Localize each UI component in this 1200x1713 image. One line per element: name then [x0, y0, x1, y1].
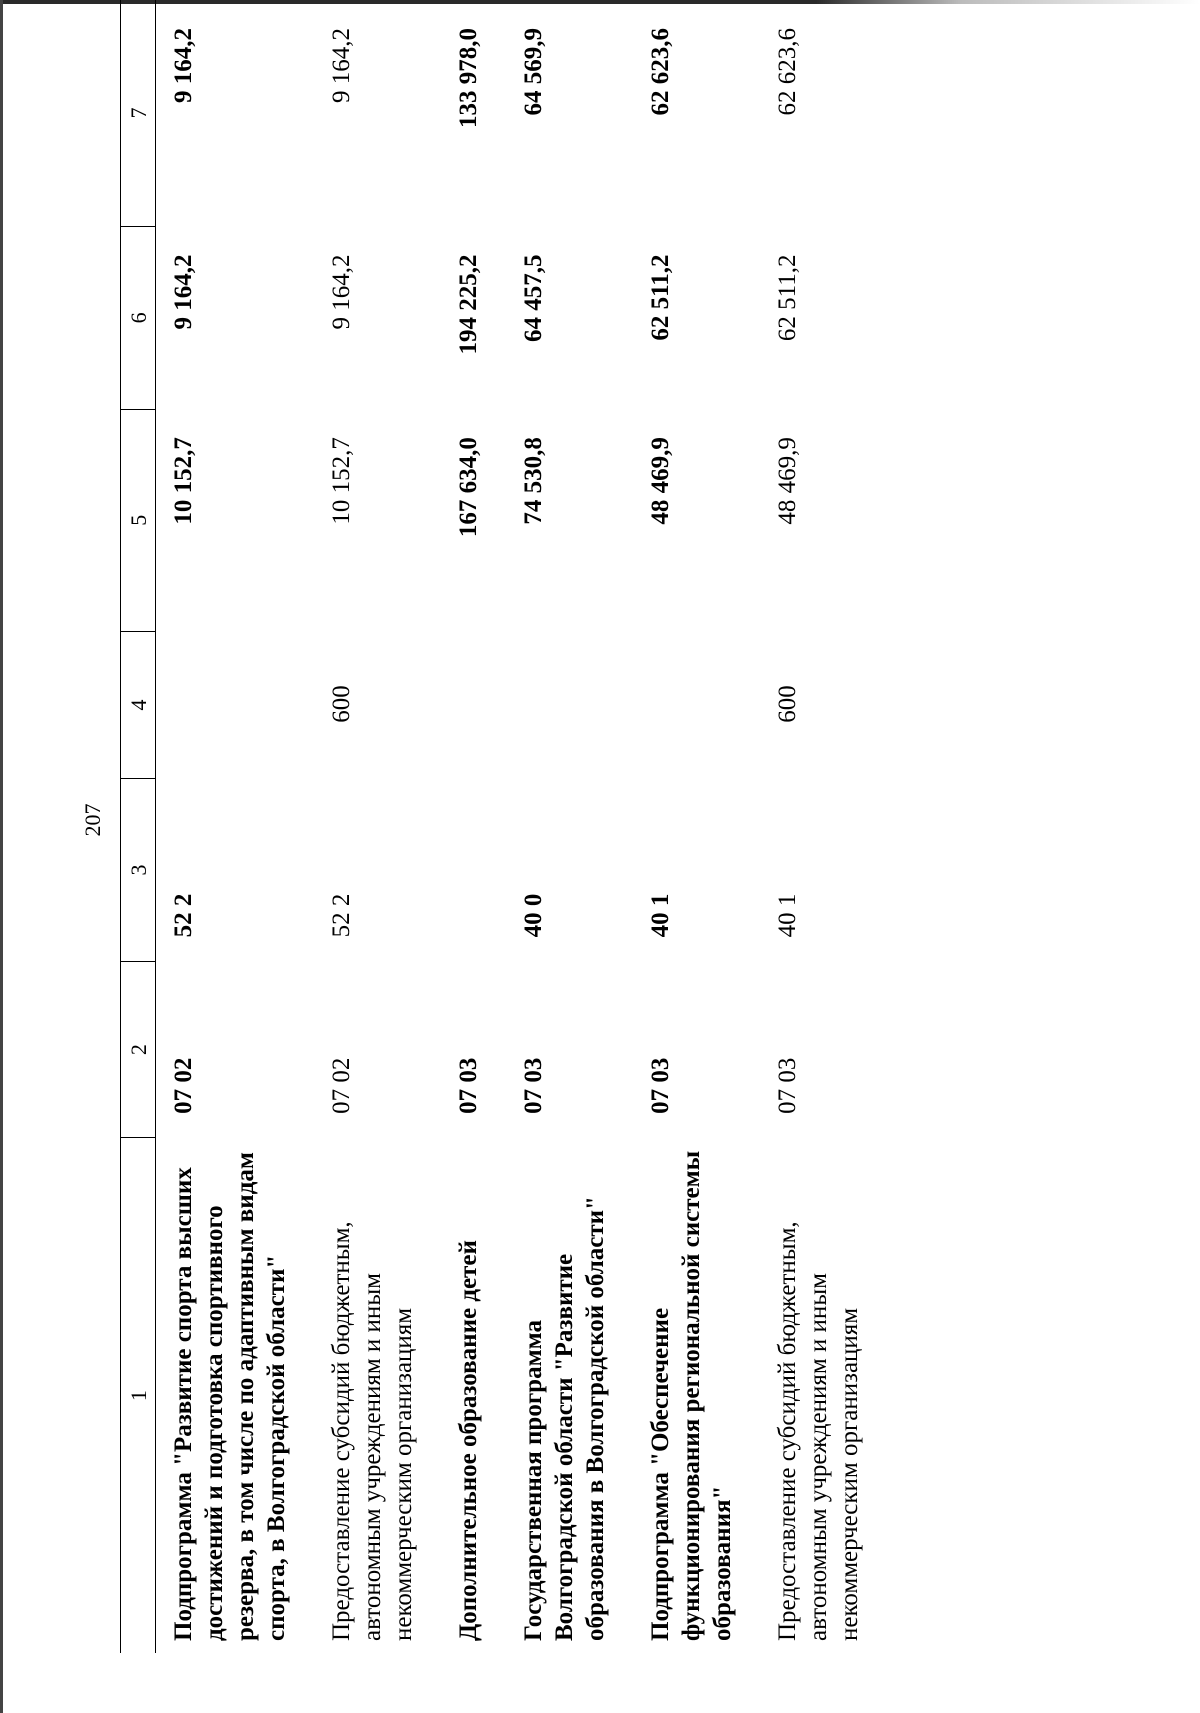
column-header: 3 [121, 779, 156, 962]
section-code-cell: 07 03 [520, 1057, 547, 1114]
value-col7-cell: 9 164,2 [170, 28, 197, 103]
section-code-cell: 07 02 [328, 1057, 355, 1114]
value-col5-cell: 167 634,0 [455, 437, 482, 538]
row-name-cell: Подпрограмма "Обеспечение функционирования региональной системы образования" [647, 1150, 736, 1641]
column-header: 1 [121, 1138, 156, 1653]
program-code-cell: 40 0 [520, 893, 547, 938]
value-col5-cell: 10 152,7 [328, 437, 355, 525]
value-col7-cell: 133 978,0 [455, 28, 482, 128]
value-col7-cell: 62 623,6 [647, 28, 674, 116]
program-code-cell: 52 2 [170, 893, 197, 938]
value-col6-cell: 62 511,2 [774, 254, 801, 342]
program-code-cell: 40 1 [647, 893, 674, 938]
row-name-cell: Предоставление субсидий бюджетным, автономным учреждениям и иным некоммерческим организациям [774, 1221, 863, 1641]
program-code-cell: 52 2 [328, 893, 355, 938]
value-col6-cell: 64 457,5 [520, 254, 547, 342]
value-col5-cell: 48 469,9 [774, 437, 801, 525]
row-name-cell: Предоставление субсидий бюджетным, автономным учреждениям и иным некоммерческим организациям [328, 1221, 417, 1641]
expense-type-cell: 600 [328, 685, 355, 723]
column-header: 6 [121, 226, 156, 409]
table-row [760, 0, 887, 1653]
value-col5-cell: 10 152,7 [170, 437, 197, 525]
column-header: 2 [121, 961, 156, 1138]
expense-type-cell [506, 631, 633, 778]
value-col5-cell: 74 530,8 [520, 437, 547, 525]
column-header: 5 [121, 409, 156, 631]
table-row [156, 0, 315, 1653]
expense-type-cell [156, 631, 315, 778]
value-col7-cell: 62 623,6 [774, 28, 801, 116]
section-code-cell: 07 03 [774, 1057, 801, 1114]
program-code-cell [441, 779, 506, 962]
page-number: 207 [80, 803, 105, 837]
expense-type-cell [441, 631, 506, 778]
expense-type-cell: 600 [774, 685, 801, 723]
row-name-cell: Подпрограмма "Развитие спорта высших достижений и подготовка спортивного резерва, в том числе по адаптивным видам спорта, в Волгоградской области" [170, 1152, 290, 1641]
value-col6-cell: 9 164,2 [170, 254, 197, 330]
column-header: 7 [121, 0, 156, 226]
table-row [314, 0, 441, 1653]
section-code-cell: 07 02 [170, 1057, 197, 1114]
value-col6-cell: 9 164,2 [328, 254, 355, 330]
row-name-cell: Государственная программа Волгоградской области "Развитие образования в Волгоградской области" [520, 1196, 609, 1641]
column-header: 4 [121, 631, 156, 778]
row-name-cell: Дополнительное образование детей [455, 1240, 482, 1641]
value-col5-cell: 48 469,9 [647, 437, 674, 525]
section-code-cell: 07 03 [647, 1057, 674, 1114]
table-row [506, 0, 633, 1653]
table-header-row [121, 0, 156, 1653]
value-col6-cell: 62 511,2 [647, 254, 674, 341]
section-code-cell: 07 03 [455, 1057, 482, 1114]
program-code-cell: 40 1 [774, 893, 801, 938]
table-row [633, 0, 760, 1653]
value-col7-cell: 9 164,2 [328, 28, 355, 103]
expense-type-cell [633, 631, 760, 778]
budget-table [120, 0, 887, 1653]
table-row [441, 0, 506, 1653]
value-col7-cell: 64 569,9 [520, 28, 547, 116]
table-body [156, 0, 888, 1653]
value-col6-cell: 194 225,2 [455, 254, 482, 355]
